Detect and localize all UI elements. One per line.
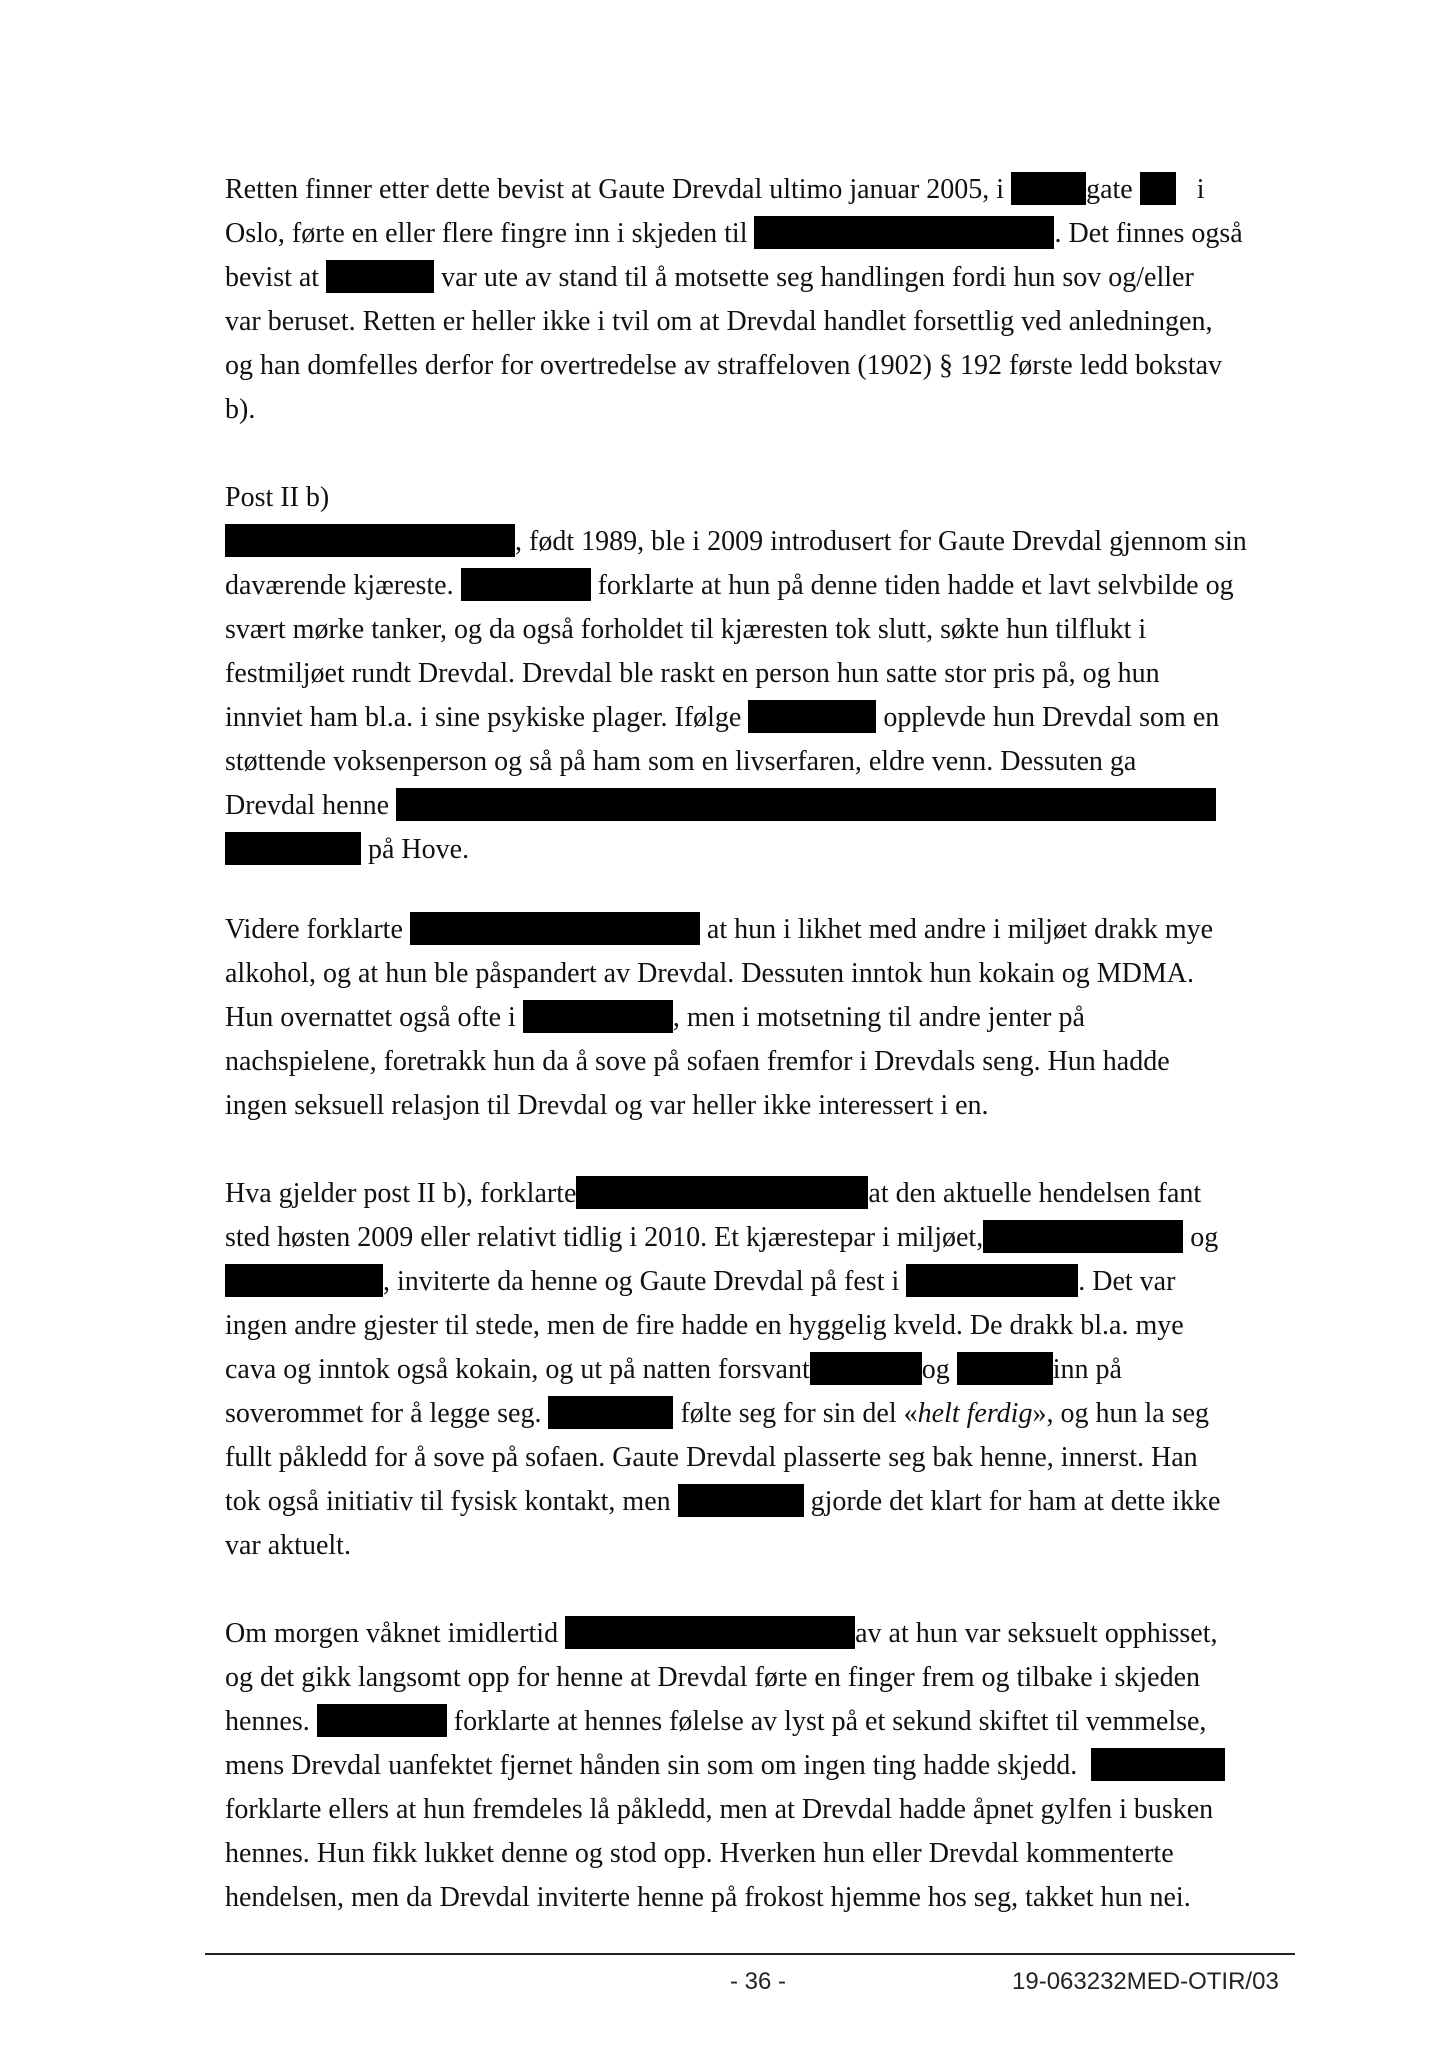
redaction-block	[461, 568, 591, 601]
text-line: svært mørke tanker, og da også forholdet til kjæresten tok slutt, søkte hun tilflukt i	[225, 614, 1147, 645]
redaction-block	[1011, 172, 1086, 205]
text-span: soverommet for å legge seg.	[225, 1398, 542, 1429]
text-span: og	[921, 1354, 950, 1385]
redaction-block	[317, 1704, 447, 1737]
text-span: , men i motsetning til andre jenter på	[672, 1002, 1085, 1033]
text-line: hennes. Hun fikk lukket denne og stod opp. Hverken hun eller Drevdal kommenterte	[225, 1838, 1174, 1869]
redaction-block	[983, 1220, 1183, 1253]
redaction-block	[410, 912, 700, 945]
text-span: . Det var	[1078, 1266, 1176, 1297]
text-span: cava og inntok også kokain, og ut på natten forsvant	[225, 1354, 810, 1385]
paragraph-2	[225, 520, 1285, 872]
text-line: hendelsen, men da Drevdal inviterte henne på frokost hjemme hos seg, takket hun nei.	[225, 1882, 1191, 1913]
redaction-block	[326, 260, 434, 293]
text-span: », og hun la seg	[1032, 1398, 1209, 1429]
text-span: Retten finner etter dette bevist at Gaute Drevdal ultimo januar 2005, i	[225, 174, 1005, 205]
text-span: forklarte at hennes følelse av lyst på et sekund skiftet til vemmelse,	[453, 1706, 1207, 1737]
text-span: av at hun var seksuelt opphisset,	[855, 1618, 1218, 1649]
paragraph-3	[225, 908, 1285, 1128]
text-span: på Hove.	[368, 834, 470, 865]
text-span: , inviterte da henne og Gaute Drevdal på fest i	[383, 1266, 900, 1297]
redaction-block	[748, 700, 876, 733]
text-span: var ute av stand til å motsette seg handlingen fordi hun sov og/eller	[441, 262, 1194, 293]
text-span: og	[1190, 1222, 1219, 1253]
text-span: bevist at	[225, 262, 320, 293]
redaction-block	[565, 1616, 855, 1649]
text-span: gjorde det klart for ham at dette ikke	[810, 1486, 1221, 1517]
text-span: inn på	[1052, 1354, 1122, 1385]
quoted-emphasis: helt ferdig	[917, 1398, 1033, 1429]
text-span: at den aktuelle hendelsen fant	[868, 1178, 1202, 1209]
text-line: støttende voksenperson og så på ham som en livserfaren, eldre venn. Dessuten ga	[225, 746, 1137, 777]
redaction-block	[810, 1352, 922, 1385]
text-span: daværende kjæreste.	[225, 570, 454, 601]
page-number: - 36 -	[730, 1968, 787, 1995]
text-line: ingen andre gjester til stede, men de fire hadde en hyggelig kveld. De drakk bl.a. mye	[225, 1310, 1184, 1341]
text-span: gate	[1086, 174, 1133, 205]
text-span: innviet ham bl.a. i sine psykiske plager. Ifølge	[225, 702, 742, 733]
text-span: Hun overnattet også ofte i	[225, 1002, 516, 1033]
redaction-block	[548, 1396, 673, 1429]
text-span: Oslo, førte en eller flere fingre inn i skjeden til	[225, 218, 748, 249]
paragraph-5	[225, 1612, 1285, 1920]
text-span: følte seg for sin del «	[680, 1398, 918, 1429]
text-line: og det gikk langsomt opp for henne at Drevdal førte en finger frem og tilbake i skjeden	[225, 1662, 1201, 1693]
text-span: , født 1989, ble i 2009 introdusert for Gaute Drevdal gjennom sin	[515, 526, 1247, 557]
text-span: at hun i likhet med andre i miljøet drakk mye	[706, 914, 1214, 945]
footer-divider	[205, 1953, 1295, 1955]
text-span: hennes.	[225, 1706, 310, 1737]
text-line: var beruset. Retten er heller ikke i tvil om at Drevdal handlet forsettlig ved anledningen,	[225, 306, 1213, 337]
redaction-block	[225, 1264, 383, 1297]
text-span: Videre forklarte	[225, 914, 403, 945]
text-line: forklarte ellers at hun fremdeles lå påkledd, men at Drevdal hadde åpnet gylfen i busken	[225, 1794, 1214, 1825]
text-line: ingen seksuell relasjon til Drevdal og var heller ikke interessert i en.	[225, 1090, 989, 1121]
redaction-block	[523, 1000, 673, 1033]
redaction-block	[906, 1264, 1078, 1297]
text-span: forklarte at hun på denne tiden hadde et lavt selvbilde og	[597, 570, 1234, 601]
text-span: Hva gjelder post II b), forklarte	[225, 1178, 577, 1209]
heading-text: Post II b)	[225, 482, 330, 513]
text-line: og han domfelles derfor for overtredelse av straffeloven (1902) § 192 første ledd bokstav	[225, 350, 1223, 381]
redaction-block	[678, 1484, 804, 1517]
text-span: opplevde hun Drevdal som en	[883, 702, 1220, 733]
text-line: alkohol, og at hun ble påspandert av Drevdal. Dessuten inntok hun kokain og MDMA.	[225, 958, 1194, 989]
text-span: i	[1196, 174, 1205, 205]
text-span: Drevdal henne	[225, 790, 390, 821]
text-span: tok også initiativ til fysisk kontakt, men	[225, 1486, 671, 1517]
text-line: nachspielene, foretrakk hun da å sove på sofaen fremfor i Drevdals seng. Hun hadde	[225, 1046, 1170, 1077]
text-line: var aktuelt.	[225, 1530, 351, 1561]
redaction-block	[957, 1352, 1053, 1385]
text-line: fullt påkledd for å sove på sofaen. Gaute Drevdal plasserte seg bak henne, innerst. Han	[225, 1442, 1198, 1473]
redaction-block	[225, 832, 361, 865]
paragraph-1	[225, 168, 1285, 432]
redaction-block	[1091, 1748, 1225, 1781]
text-span: sted høsten 2009 eller relativt tidlig i 2010. Et kjærestepar i miljøet,	[225, 1222, 984, 1253]
text-span: mens Drevdal uanfektet fjernet hånden sin som om ingen ting hadde skjedd.	[225, 1750, 1078, 1781]
text-line: festmiljøet rundt Drevdal. Drevdal ble raskt en person hun satte stor pris på, og hun	[225, 658, 1160, 689]
redaction-block	[754, 216, 1054, 249]
paragraph-4	[225, 1172, 1285, 1568]
text-line: b).	[225, 394, 256, 425]
redaction-block	[576, 1176, 868, 1209]
redaction-block	[225, 524, 515, 557]
case-number: 19-063232MED-OTIR/03	[1012, 1968, 1279, 1995]
redaction-block	[1140, 172, 1176, 205]
redaction-block	[396, 788, 1216, 821]
section-heading	[225, 476, 1285, 520]
text-span: Om morgen våknet imidlertid	[225, 1618, 559, 1649]
text-span: . Det finnes også	[1054, 218, 1243, 249]
